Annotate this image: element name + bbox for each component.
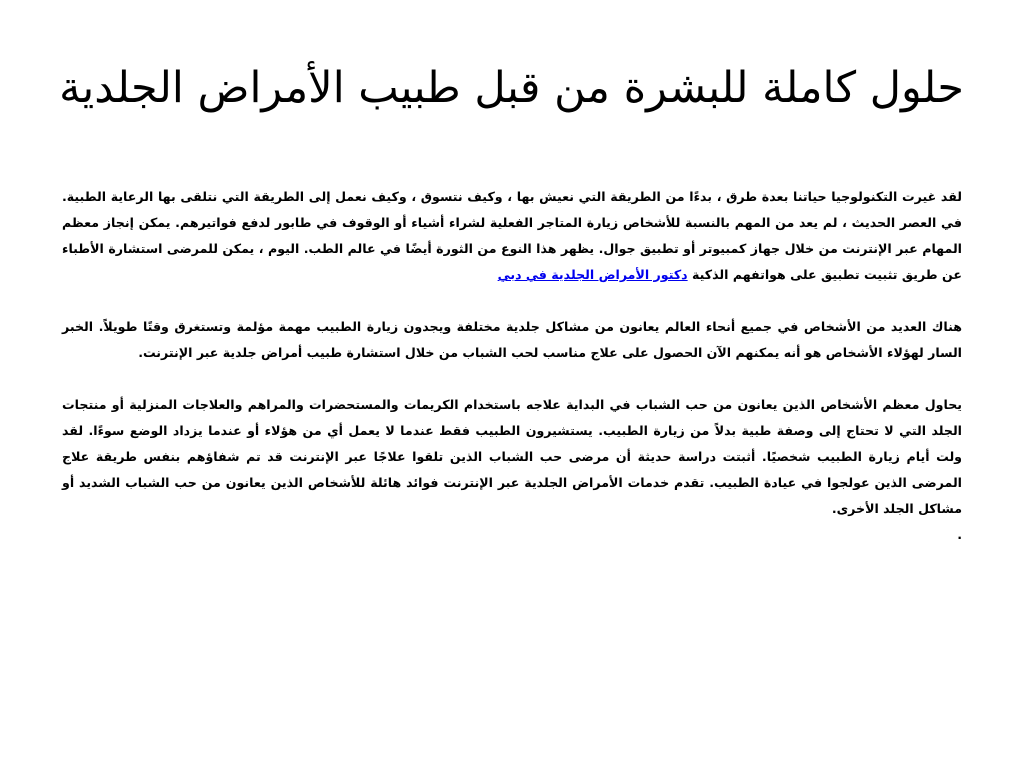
slide-body	[62, 184, 962, 548]
trailing-period: .	[957, 527, 962, 542]
paragraph-acne-treatment: يحاول معظم الأشخاص الذين يعانون من حب الشباب في البداية علاجه باستخدام الكريمات والمستحضرات والمراهم والعلاجات المنزلية أو منتجات الجلد التي لا تحتاج إلى وصفة طبية بدلاً من زيارة الطبيب. يستشيرون الطبيب فقط عندما لا يعمل أي من هؤلاء أو عندما يزداد الوضع سوءًا. لقد ولت أيام زيارة الطبيب شخصيًا. أثبتت دراسة حديثة أن مرضى حب الشباب الذين تلقوا علاجًا عبر الإنترنت قد تم شفاؤهم بنفس طريقة علاج المرضى الذين عولجوا في عيادة الطبيب. تقدم خدمات الأمراض الجلدية عبر الإنترنت فوائد هائلة للأشخاص الذين يعانون من حب الشباب الشديد أو مشاكل الجلد الأخرى.	[62, 397, 962, 516]
slide-title: حلول كاملة للبشرة من قبل طبيب الأمراض الجلدية	[59, 63, 964, 113]
paragraph-technology	[62, 184, 962, 288]
paragraph-technology-text: لقد غيرت التكنولوجيا حياتنا بعدة طرق ، بدءًا من الطريقة التي نعيش بها ، وكيف نتسوق ، وكيف نعمل إلى الطريقة التي نتلقى بها الرعاية الطبية. في العصر الحديث ، لم يعد من المهم بالنسبة للأشخاص زيارة المتاجر الفعلية لشراء أشياء أو الوقوف في طابور لدفع فواتيرهم. يمكن إنجاز معظم المهام عبر الإنترنت من خلال جهاز كمبيوتر أو تطبيق جوال. يظهر هذا النوع من الثورة أيضًا في عالم الطب. اليوم ، يمكن للمرضى استشارة الأطباء عن طريق تثبيت تطبيق على هواتفهم الذكية	[62, 189, 962, 282]
paragraph-skin-problems: هناك العديد من الأشخاص في جميع أنحاء العالم يعانون من مشاكل جلدية مختلفة ويجدون زيارة الطبيب مهمة مؤلمة وتستغرق وقتًا طويلاً. الخبر السار لهؤلاء الأشخاص هو أنه يمكنهم الآن الحصول على علاج مناسب لحب الشباب من خلال استشارة طبيب أمراض جلدية عبر الإنترنت.	[62, 319, 962, 360]
dermatologist-dubai-link[interactable]: دكتور الأمراض الجلدية في دبي	[497, 267, 688, 282]
